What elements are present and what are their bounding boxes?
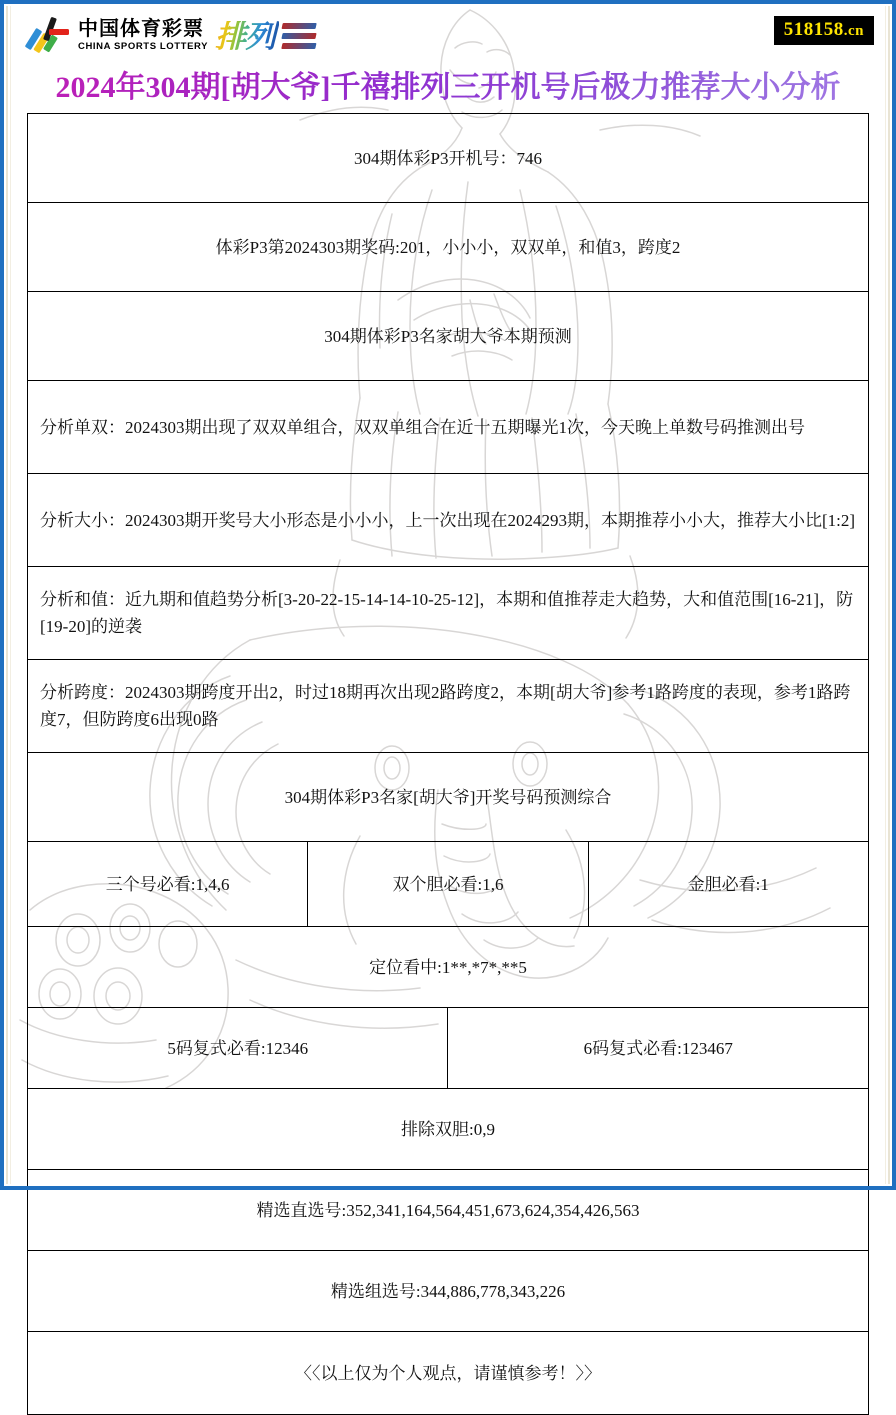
table-row-disclaimer	[28, 1332, 869, 1415]
table-row-analysis-big-small	[28, 474, 869, 567]
group-picks-cell: 精选组选号:344,886,778,343,226	[28, 1251, 869, 1332]
site-domain-tld: .cn	[843, 23, 864, 39]
disclaimer-cell: 〈〈以上仅为个人观点，请谨慎参考！〉〉	[28, 1332, 869, 1415]
table-row-group-picks	[28, 1251, 869, 1332]
table-row-expert-forecast-header	[28, 292, 869, 381]
summary-header-cell: 304期体彩P3名家[胡大爷]开奖号码预测综合	[28, 753, 869, 842]
page-border-right	[892, 0, 896, 1190]
page-header	[0, 0, 896, 68]
page-border-inner-right	[888, 6, 890, 1184]
page-border-inner-right-2	[885, 6, 886, 1184]
two-dan-cell: 双个胆必看:1,6	[308, 842, 588, 927]
table-row-analysis-span	[28, 660, 869, 753]
expert-forecast-header-cell: 304期体彩P3名家胡大爷本期预测	[28, 292, 869, 381]
three-numbers-cell: 三个号必看:1,4,6	[28, 842, 308, 927]
table-row-open-machine-number	[28, 114, 869, 203]
table-row-summary-header	[28, 753, 869, 842]
table-row-analysis-odd-even	[28, 381, 869, 474]
page-border-inner-left	[6, 6, 8, 1184]
page-border-bottom	[0, 1186, 896, 1190]
analysis-big-small-cell: 分析大小：2024303期开奖号大小形态是小小小，上一次出现在2024293期，本期推荐小小大，推荐大小比[1:2]	[28, 474, 869, 567]
analysis-sum-cell: 分析和值：近九期和值趋势分析[3-20-22-15-14-14-10-25-12]，本期和值推荐走大趋势，大和值范围[16-21]，防[19-20]的逆袭	[28, 567, 869, 660]
table-row-duplex-picks	[28, 1008, 869, 1089]
position-pick-cell: 定位看中:1**,*7*,**5	[28, 927, 869, 1008]
brand-text	[78, 19, 208, 52]
table-row-direct-picks	[28, 1170, 869, 1251]
sports-lottery-emblem-icon	[28, 16, 70, 56]
page-border-top	[0, 0, 896, 4]
table-row-exclude-pair	[28, 1089, 869, 1170]
site-domain-name: 518158	[783, 19, 844, 40]
table-row-position-pick	[28, 927, 869, 1008]
page-border-inner-left-2	[10, 6, 11, 1184]
gold-dan-cell: 金胆必看:1	[588, 842, 868, 927]
open-machine-number-cell: 304期体彩P3开机号：746	[28, 114, 869, 203]
table-row-last-draw-summary	[28, 203, 869, 292]
exclude-pair-cell: 排除双胆:0,9	[28, 1089, 869, 1170]
brand-name-en: CHINA SPORTS LOTTERY	[78, 41, 209, 53]
direct-picks-cell: 精选直选号:352,341,164,564,451,673,624,354,426,563	[28, 1170, 869, 1251]
table-row-analysis-sum	[28, 567, 869, 660]
site-logo[interactable]	[28, 12, 318, 60]
analysis-odd-even-cell: 分析单双：2024303期出现了双双单组合，双双单组合在近十五期曝光1次，今天晚上单数号码推测出号	[28, 381, 869, 474]
page-border-left	[0, 0, 4, 1190]
prediction-table	[27, 113, 869, 1415]
brand-name-cn: 中国体育彩票	[78, 18, 204, 41]
table-row-triple-picks	[28, 842, 869, 927]
last-draw-summary-cell: 体彩P3第2024303期奖码:201，小小小，双双单，和值3，跨度2	[28, 203, 869, 292]
page-title: 2024年304期[胡大爷]千禧排列三开机号后极力推荐大小分析	[0, 70, 896, 105]
prediction-table-wrap	[27, 113, 869, 1415]
product-name-three-bars-icon	[277, 21, 321, 51]
product-name-pailie: 排列	[215, 21, 279, 52]
six-code-duplex-cell: 6码复式必看:123467	[448, 1008, 869, 1089]
site-watermark-badge[interactable]	[774, 16, 874, 45]
five-code-duplex-cell: 5码复式必看:12346	[28, 1008, 448, 1089]
analysis-span-cell: 分析跨度：2024303期跨度开出2，时过18期再次出现2路跨度2，本期[胡大爷]参考1路跨度的表现，参考1路跨度7，但防跨度6出现0路	[28, 660, 869, 753]
